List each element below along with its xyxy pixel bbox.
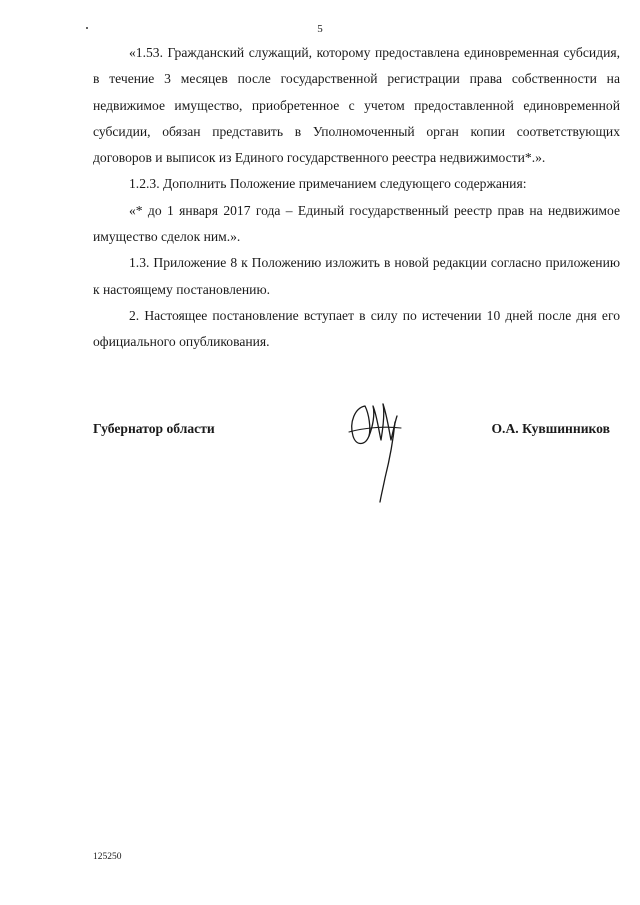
document-code: 125250 — [93, 852, 122, 862]
handwritten-signature — [343, 392, 413, 512]
paragraph-1-2-3: 1.2.3. Дополнить Положение примечанием следующего содержания: — [129, 176, 527, 192]
document-body — [93, 40, 620, 356]
paragraph-1-3: 1.3. Приложение 8 к Положению изложить в новой редакции согласно приложению к настоящему постановлению. — [93, 255, 620, 297]
page-number: 5 — [317, 23, 323, 35]
paragraph-1-53: «1.53. Гражданский служащий, которому предоставлена единовременная субсидия, в течение 3 месяцев после государственной регистрации права собственности на недвижимое имущество, приобретенное с учетом предоставленной единовременной субсидии, обязан представить в Уполномоченный орган копии соответствующих договоров и выписок из Единого государственного реестра недвижимости*.». — [93, 45, 620, 166]
paragraph-note: «* до 1 января 2017 года – Единый государственный реестр прав на недвижимое имущество сделок ним.». — [93, 202, 620, 245]
signatory-name: О.А. Кувшинников — [491, 421, 610, 436]
paragraph-2: 2. Настоящее постановление вступает в силу по истечении 10 дней после дня его официального опубликования. — [93, 307, 620, 350]
signatory-position: Губернатор области — [93, 421, 215, 436]
